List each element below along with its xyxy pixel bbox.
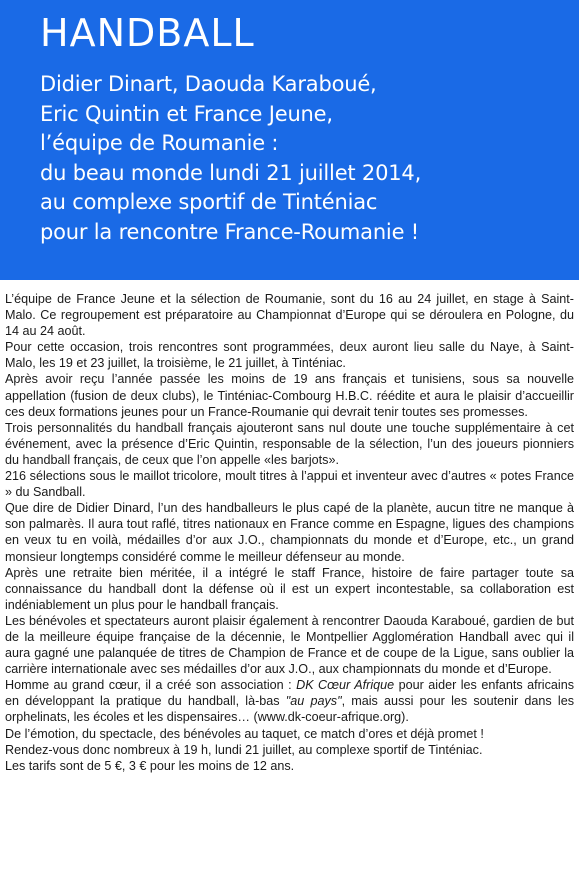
paragraph-9-part-c: , mais aussi pour les soutenir dans les orphelinats, les écoles et les dispensaires… (www.dk-coeur-afrique.org). xyxy=(5,694,574,725)
paragraph-9 xyxy=(5,677,574,725)
association-name: DK Cœur Afrique xyxy=(296,678,395,693)
paragraph-12: Les tarifs sont de 5 €, 3 € pour les moins de 12 ans. xyxy=(5,758,295,773)
paragraph-9-part-a: Homme au grand cœur, il a créé son association : xyxy=(5,678,297,693)
headline xyxy=(40,70,569,247)
paragraph-6: Que dire de Didier Dinard, l’un des handballeurs le plus capé de la planète, aucun titre ne manque à son palmarès. Il aura tout raflé, titres nationaux en France comme en Espagne, ligues des champions en veux tu en voilà, médailles d’or aux J.O., championnats du monde et d’Europe, etc., un grand monsieur longtemps considéré comme le meilleur défenseur au monde. xyxy=(5,501,574,564)
paragraph-5: 216 sélections sous le maillot tricolore, moult titres à l’appui et inventeur avec d’autres « potes France » du Sandball. xyxy=(5,469,574,500)
headline-line-2: Eric Quintin et France Jeune, xyxy=(40,101,333,126)
paragraph-3: Après avoir reçu l’année passée les moins de 19 ans français et tunisiens, sous sa nouvelle appellation (fusion de deux clubs), le Tinténiac-Combourg H.B.C. réédite et aura le plaisir d’accueillir ces deux formations jeunes pour un France-Roumanie qui devrait tenir toutes ses promesses. xyxy=(5,372,574,419)
paragraph-7: Après une retraite bien méritée, il a intégré le staff France, histoire de faire partager toute sa connaissance du handball dont la défense où il est un expert incontestable, sa collaboration est indéniablement un plus pour le handball français. xyxy=(5,565,574,612)
paragraph-9-part-b: pour aider les enfants africains en développant la pratique du handball, là-bas xyxy=(5,678,574,709)
page-title: HANDBALL xyxy=(40,11,255,55)
article-body xyxy=(5,291,574,774)
paragraph-1: L’équipe de France Jeune et la sélection de Roumanie, sont du 16 au 24 juillet, en stage à Saint-Malo. Ce regroupement est préparatoire au Championnat d’Europe qui se déroulera en Pologne, du 14 au 24 août. xyxy=(5,292,574,339)
paragraph-8: Les bénévoles et spectateurs auront plaisir également à rencontrer Daouda Karaboué, gardien de but de la meilleure équipe française de la décennie, le Montpellier Agglomération Handball avec qui il aura gagné une palanquée de titres de Champion de France et de coupe de la Ligue, sans oublier la carrière internationale avec ses médailles d’or aux J.O., aux championnats du monde et d’Europe. xyxy=(5,613,574,677)
headline-line-1: Didier Dinart, Daouda Karaboué, xyxy=(40,72,377,96)
paragraph-2: Pour cette occasion, trois rencontres sont programmées, deux auront lieu salle du Naye, à Saint-Malo, les 19 et 23 juillet, la troisième, le 21 juillet, à Tinténiac. xyxy=(5,340,574,371)
headline-line-4: du beau monde lundi 21 juillet 2014, xyxy=(40,160,422,185)
headline-line-5: au complexe sportif de Tinténiac xyxy=(40,190,378,214)
paragraph-4: Trois personnalités du handball français ajouteront sans nul doute une touche supplémentaire à cet événement, avec la présence d’Eric Quintin, responsable de la sélection, l’un des joueurs pionniers du handball français, de ceux que l’on appelle «les barjots». xyxy=(5,420,574,467)
headline-line-3: l’équipe de Roumanie : xyxy=(40,131,279,155)
headline-line-6: pour la rencontre France-Roumanie ! xyxy=(40,219,419,244)
paragraph-11: Rendez-vous donc nombreux à 19 h, lundi 21 juillet, au complexe sportif de Tinténiac. xyxy=(5,742,483,757)
au-pays-quote: "au pays" xyxy=(285,694,342,709)
header-banner xyxy=(0,0,579,280)
paragraph-10: De l’émotion, du spectacle, des bénévoles au taquet, ce match d’ores et déjà promet ! xyxy=(5,726,484,741)
